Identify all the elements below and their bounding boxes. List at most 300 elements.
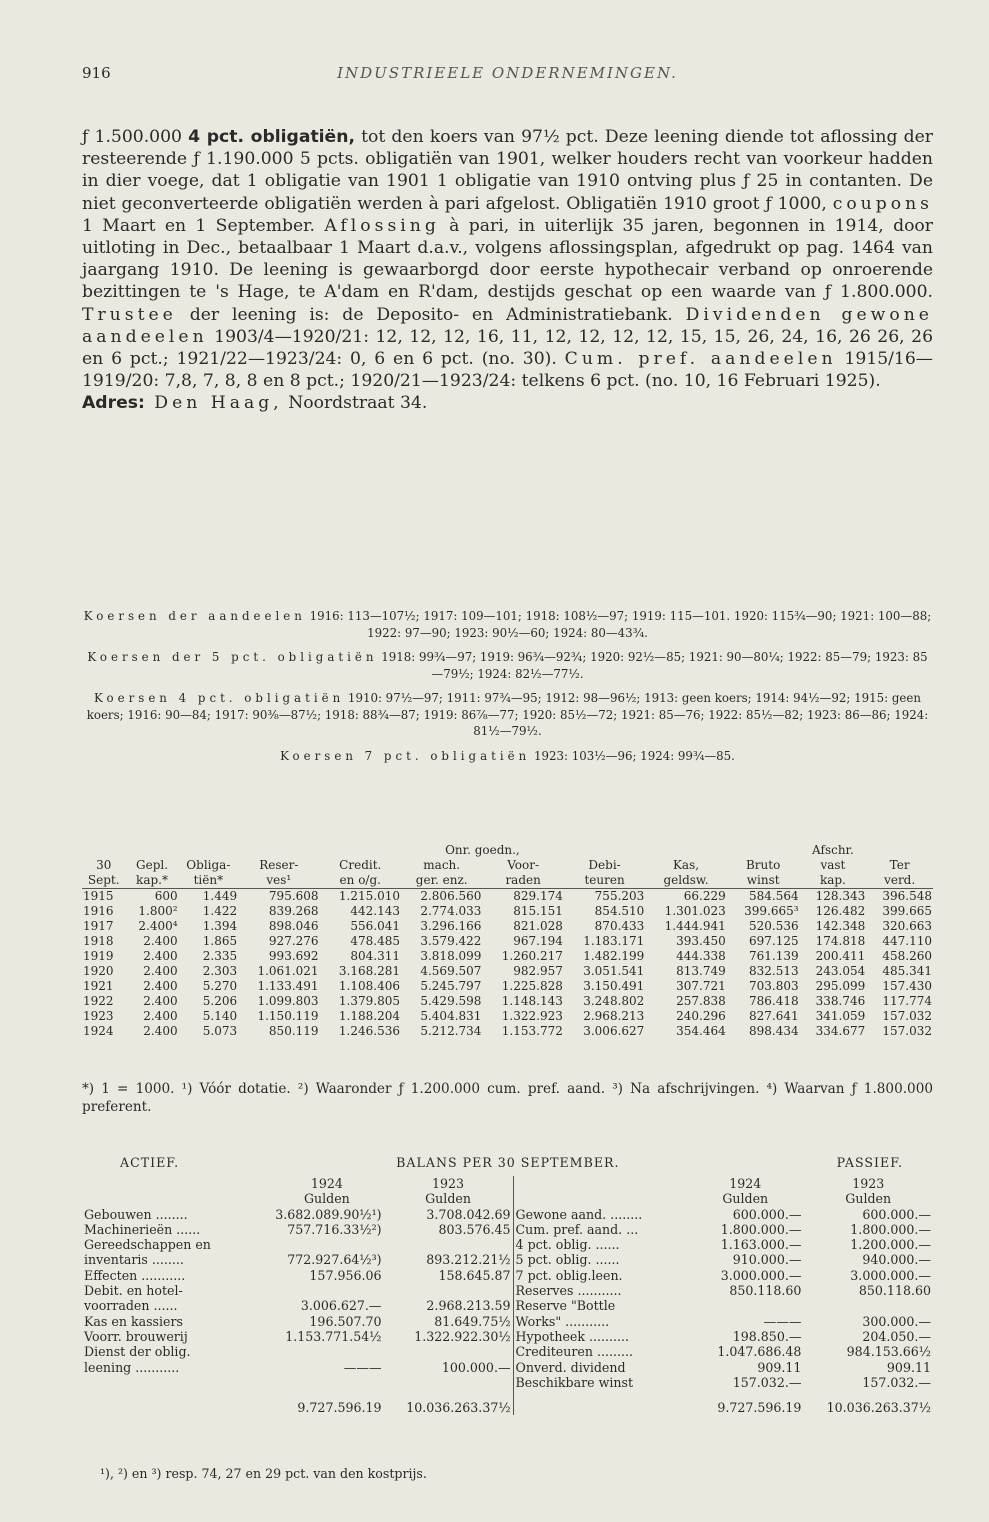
balance-row — [82, 1222, 933, 1237]
balance-value: 1.163.000.— — [720, 1237, 802, 1253]
balance-value: 600.000.— — [732, 1206, 802, 1222]
balance-row — [82, 1360, 933, 1375]
table-cell: 1.108.406 — [338, 979, 400, 993]
balance-label: Gewone aand. ........ — [513, 1207, 687, 1222]
row-year: 1923 — [83, 1009, 114, 1023]
balance-row — [82, 1298, 933, 1313]
balance-value: 157.032.— — [732, 1374, 802, 1390]
balance-value: 1.800.000.— — [850, 1221, 931, 1237]
row-year: 1915 — [83, 889, 114, 903]
balance-value: 600.000.— — [862, 1206, 931, 1222]
unit-header: Gulden — [722, 1191, 769, 1207]
balance-value: 3.708.042.69 — [426, 1206, 511, 1222]
row-year: 1919 — [83, 949, 114, 963]
table-cell: 755.203 — [594, 889, 645, 903]
column-header: Kas, — [672, 858, 700, 872]
table-cell: 1.865 — [202, 934, 238, 948]
balance-spacer — [513, 1390, 687, 1415]
table-row — [82, 889, 933, 905]
table-cell: 1.394 — [202, 919, 238, 933]
table-cell: 2.400 — [143, 994, 178, 1008]
column-header: Ter — [889, 858, 910, 872]
table-notes — [82, 1080, 933, 1116]
text-segment: à pari, in uiterlijk 35 jaren, begonnen in 1914, door uitloting in Dec., betaalbaar 1 Maart d.a.v., volgens aflossingsplan, afgedrukt op pag. 1464 van jaargang 1910. De leening is gewaarborgd door eerste hypothecair verband op onroerende bezittingen te 's Hage, te A'dam en R'dam, destijds geschat op een waarde van ƒ 1.800.000. — [82, 215, 934, 303]
column-header: vast — [820, 858, 846, 872]
balance-label: Cum. pref. aand. ... — [513, 1222, 687, 1237]
balance-row — [82, 1314, 933, 1329]
price-quotes — [82, 608, 933, 772]
table-cell: 967.194 — [513, 934, 563, 948]
column-header: Bruto — [745, 858, 781, 872]
table-row — [82, 979, 933, 994]
quote-label: Koersen der aandeelen — [83, 609, 306, 623]
actief-title: ACTIEF. — [120, 1155, 180, 1170]
passief-title: PASSIEF. — [836, 1155, 903, 1170]
table-cell: 1.099.803 — [257, 994, 319, 1008]
text-segment: der leening is: de Deposito- en Administratiebank. — [176, 304, 686, 325]
balance-value — [270, 1375, 383, 1390]
table-cell: 1.379.805 — [338, 994, 400, 1008]
table-cell: 478.485 — [350, 934, 400, 948]
balance-value: 157.956.06 — [309, 1267, 382, 1283]
balance-label: 4 pct. oblig. ...... — [513, 1237, 687, 1252]
table-cell: 1.482.199 — [583, 949, 645, 963]
table-cell: 5.212.734 — [420, 1024, 482, 1038]
balance-value: 984.153.66½ — [846, 1344, 931, 1360]
company-description — [82, 126, 933, 415]
table-cell: 2.400 — [143, 934, 178, 948]
address-city: Den Haag, — [144, 393, 283, 414]
balance-value — [687, 1298, 803, 1313]
table-cell: 697.125 — [748, 934, 799, 948]
balance-label: Onverd. dividend — [513, 1360, 687, 1375]
table-cell: 240.296 — [676, 1009, 726, 1023]
table-cell: 2.968.213 — [583, 1009, 645, 1023]
table-cell: 128.343 — [815, 889, 866, 903]
balance-label: Machinerieën ...... — [84, 1221, 201, 1237]
row-year: 1922 — [83, 994, 114, 1008]
table-cell: 157.430 — [882, 979, 932, 993]
balance-row — [82, 1237, 933, 1252]
row-year: 1918 — [83, 934, 114, 948]
table-header-row — [82, 858, 933, 873]
spaced-term-dividenden: Dividenden gewone aandeelen — [82, 304, 933, 347]
address-label: Adres: — [82, 393, 145, 414]
table-cell: 821.028 — [513, 919, 563, 933]
table-cell: 839.268 — [268, 904, 319, 918]
table-cell: 5.206 — [202, 994, 238, 1008]
spaced-term-coupons: coupons — [832, 193, 933, 214]
balance-value: ——— — [343, 1359, 382, 1375]
balance-value: 2.968.213.59 — [426, 1298, 511, 1314]
table-cell: 117.774 — [882, 994, 932, 1008]
table-cell: 1.449 — [202, 889, 238, 903]
table-cell: 832.513 — [748, 964, 799, 978]
balance-label: Reserves ........... — [513, 1283, 687, 1298]
balance-label — [82, 1375, 270, 1390]
balance-row — [82, 1329, 933, 1344]
table-cell: 341.059 — [815, 1009, 866, 1023]
table-row — [82, 1024, 933, 1039]
table-cell: 2.303 — [202, 964, 238, 978]
row-year: 1916 — [83, 904, 114, 918]
table-cell: 2.335 — [202, 949, 238, 963]
text-segment: tot den koers van 97½ pct. Deze leening diende tot aflossing der resteerende ƒ 1.190.000 5 pcts. obligatiën van 1901, welker houders recht van voorkeur hadden in dier voege, dat 1 obligatie van 1901 1 obligatie van 1910 ontving plus ƒ 25 in contanten. De niet geconverteerde obligatiën werden à pari afgelost. Obligatiën 1910 groot ƒ 1000, — [82, 127, 933, 214]
balance-value: 100.000.— — [441, 1359, 511, 1375]
table-cell: 320.663 — [882, 919, 932, 933]
balance-label: Gebouwen ........ — [84, 1206, 188, 1222]
table-cell: 1.246.536 — [338, 1024, 400, 1038]
table-cell: 1.444.941 — [664, 919, 726, 933]
balance-label: Hypotheek .......... — [513, 1329, 687, 1344]
balance-value: 803.576.45 — [438, 1221, 511, 1237]
balance-total: 9.727.596.19 — [717, 1400, 802, 1416]
balance-label: Crediteuren ......... — [513, 1344, 687, 1359]
balance-label: voorraden ...... — [84, 1298, 178, 1314]
table-cell: 1.422 — [202, 904, 238, 918]
table-cell: 3.006.627 — [583, 1024, 645, 1038]
table-cell: 4.569.507 — [420, 964, 482, 978]
balance-value: ——— — [763, 1313, 802, 1329]
footnote: ¹), ²) en ³) resp. 74, 27 en 29 pct. van den kostprijs. — [100, 1466, 427, 1481]
table-cell: 761.139 — [748, 949, 799, 963]
unit-header: Gulden — [303, 1191, 350, 1207]
balance-label: Voorr. brouwerij — [84, 1328, 188, 1344]
balance-total: 10.036.263.37½ — [406, 1400, 511, 1416]
table-row — [82, 994, 933, 1009]
table-cell: 982.957 — [513, 964, 563, 978]
year-header: 1923 — [432, 1176, 465, 1191]
table-row — [82, 964, 933, 979]
description-paragraph — [82, 126, 933, 392]
balance-value: 157.032.— — [862, 1374, 931, 1390]
year-header: 1924 — [310, 1176, 343, 1191]
column-header: verd. — [884, 873, 916, 887]
table-cell: 1.301.023 — [664, 904, 726, 918]
balance-value — [270, 1237, 383, 1252]
balance-label: Effecten ........... — [84, 1267, 186, 1283]
balance-value: 3.006.627.— — [300, 1298, 382, 1314]
quote-values: 1916: 113—107½; 1917: 109—101; 1918: 108½—97; 1919: 115—101. 1920: 115¾—90; 1921: 100—88; 1922: 97—90; 1923: 90½—60; 1924: 80—43¾. — [305, 609, 932, 640]
balance-label: Reserve "Bottle — [513, 1298, 687, 1313]
balance-value: 850.118.60 — [729, 1283, 802, 1299]
table-cell: 5.404.831 — [420, 1009, 482, 1023]
balance-title: BALANS PER 30 SEPTEMBER. — [396, 1155, 620, 1170]
balance-value: 204.050.— — [862, 1328, 931, 1344]
table-cell: 898.434 — [748, 1024, 799, 1038]
table-cell: 786.418 — [748, 994, 799, 1008]
table-cell: 2.400 — [143, 1024, 178, 1038]
note-thousand: *) 1 = 1000. — [82, 1081, 175, 1097]
balance-label: Gereedschappen en — [84, 1237, 211, 1253]
table-cell: 2.400 — [143, 979, 178, 993]
column-header: ves¹ — [266, 873, 292, 887]
table-cell: 2.400⁴ — [138, 919, 178, 933]
table-cell: 795.608 — [268, 889, 319, 903]
table-cell: 813.749 — [676, 964, 726, 978]
table-cell: 442.143 — [350, 904, 400, 918]
table-cell: 3.579.422 — [420, 934, 482, 948]
table-cell: 898.046 — [268, 919, 319, 933]
balance-label: 5 pct. oblig. ...... — [513, 1252, 687, 1267]
year-header: 1923 — [852, 1176, 885, 1191]
column-header: ger. enz. — [415, 873, 468, 887]
balance-total: 9.727.596.19 — [297, 1400, 382, 1416]
balance-row — [82, 1268, 933, 1283]
balance-year-row — [82, 1176, 933, 1191]
column-header: Obliga- — [186, 858, 231, 872]
page-header — [82, 64, 933, 82]
table-cell: 829.174 — [513, 889, 563, 903]
balance-value: 3.000.000.— — [850, 1267, 931, 1283]
table-cell: 3.818.099 — [420, 949, 482, 963]
address-line — [82, 392, 933, 414]
balance-value: 1.047.686.48 — [717, 1344, 802, 1360]
quote-values: 1910: 97½—97; 1911: 97¾—95; 1912: 98—96½; 1913: geen koers; 1914: 94½—92; 1915: geen koers; 1916: 90—84; 1917: 90⅜—87½; 1918: 88¾—87; 1919: 86⅞—77; 1920: 85½—72; 1921: 85—76; 1922: 85½—82; 1923: 86—86; 1924: 81½—79½. — [86, 691, 929, 738]
table-cell: 485.341 — [882, 964, 932, 978]
table-cell: 556.041 — [350, 919, 400, 933]
table-cell: 399.665 — [882, 904, 932, 918]
balance-value — [803, 1298, 933, 1313]
balance-value: 893.212.21½ — [426, 1252, 511, 1268]
address-street: Noordstraat 34. — [282, 393, 428, 414]
balance-value: 757.716.33½²) — [287, 1221, 382, 1237]
quote-values: 1923: 103½—96; 1924: 99¾—85. — [530, 748, 735, 763]
column-header: Debi- — [588, 858, 621, 872]
table-cell: 458.260 — [882, 949, 932, 963]
balance-sheet — [82, 1155, 933, 1415]
quote-paragraph — [82, 649, 933, 682]
balance-value — [384, 1237, 514, 1252]
balance-label: Dienst der oblig. — [84, 1344, 191, 1360]
table-cell: 157.032 — [882, 1024, 932, 1038]
row-year: 1924 — [83, 1024, 114, 1038]
balance-value — [270, 1344, 383, 1359]
table-header-row — [82, 873, 933, 889]
table-cell: 142.348 — [815, 919, 866, 933]
balance-value: 158.645.87 — [438, 1267, 511, 1283]
column-header: raden — [505, 873, 541, 887]
balance-spacer — [82, 1390, 270, 1415]
column-header: geldsw. — [663, 873, 709, 887]
table-cell: 520.536 — [748, 919, 799, 933]
balance-label: inventaris ........ — [84, 1252, 184, 1268]
page-number: 916 — [82, 64, 111, 82]
quote-label: Koersen 4 pct. obligatiën — [94, 691, 345, 705]
table-cell: 3.150.491 — [583, 979, 645, 993]
table-cell: 5.245.797 — [420, 979, 482, 993]
unit-header: Gulden — [425, 1191, 471, 1207]
table-cell: 804.311 — [350, 949, 400, 963]
bond-heading: 4 pct. obligatiën, — [188, 127, 355, 147]
balance-value: 81.649.75½ — [434, 1313, 511, 1329]
balance-value: 909.11 — [757, 1359, 802, 1375]
row-year: 1920 — [83, 964, 114, 978]
loan-amount: ƒ 1.500.000 — [82, 127, 189, 147]
year-header: 1924 — [729, 1176, 762, 1191]
table-cell: 66.229 — [683, 889, 726, 903]
balance-value: 198.850.— — [732, 1328, 802, 1344]
table-cell: 703.803 — [748, 979, 799, 993]
balance-table — [82, 1176, 933, 1415]
table-cell: 1.148.143 — [501, 994, 563, 1008]
table-cell: 1.225.828 — [501, 979, 563, 993]
column-header: Sept. — [87, 873, 120, 887]
balance-unit-row — [82, 1191, 933, 1206]
row-year: 1917 — [83, 919, 114, 933]
balance-value: 940.000.— — [862, 1252, 931, 1268]
balance-value: 909.11 — [886, 1359, 931, 1375]
table-cell: 2.774.033 — [420, 904, 482, 918]
column-header: tiën* — [193, 873, 224, 887]
balance-table-body — [82, 1176, 933, 1415]
table-cell: 1.260.217 — [501, 949, 563, 963]
table-cell: 174.818 — [815, 934, 866, 948]
quote-paragraph — [82, 748, 933, 765]
balance-row — [82, 1344, 933, 1359]
table-cell: 393.450 — [676, 934, 726, 948]
balance-row — [82, 1375, 933, 1390]
table-cell: 5.270 — [202, 979, 238, 993]
table-cell: 399.665³ — [744, 904, 799, 918]
column-header: kap.* — [136, 873, 168, 887]
quote-label: Koersen 7 pct. obligatiën — [280, 748, 531, 763]
table-cell: 927.276 — [268, 934, 319, 948]
unit-header: Gulden — [845, 1191, 892, 1207]
running-title: INDUSTRIEELE ONDERNEMINGEN. — [337, 64, 678, 82]
column-header: Credit. — [339, 858, 382, 872]
balance-value: 300.000.— — [862, 1313, 931, 1329]
table-cell: 1.183.171 — [583, 934, 645, 948]
table-cell: 5.073 — [202, 1024, 238, 1038]
balance-value: 772.927.64½³) — [287, 1252, 382, 1268]
column-header: winst — [746, 873, 780, 887]
balance-value — [270, 1283, 383, 1298]
table-cell: 126.482 — [815, 904, 866, 918]
column-header: 30 — [96, 858, 112, 872]
column-header: kap. — [819, 873, 846, 887]
text-segment: 1903/4—1920/21: 12, 12, 12, 16, 11, 12, 12, 12, 12, 15, 15, 26, 24, 16, 26 26, 26 en 6 pct.; 1921/22—1923/24: 0, 6 en 6 pct. (no. 30). — [82, 326, 933, 370]
balance-value — [384, 1344, 514, 1359]
table-cell: 1.800² — [138, 904, 178, 918]
table-cell: 854.510 — [594, 904, 645, 918]
balance-label: leening ........... — [84, 1359, 180, 1375]
balance-value: 3.682.089.90½¹) — [275, 1206, 382, 1222]
row-year: 1921 — [83, 979, 114, 993]
table-cell: 1.153.772 — [501, 1024, 563, 1038]
balance-row — [82, 1252, 933, 1267]
table-cell: 3.051.541 — [583, 964, 645, 978]
quote-paragraph — [82, 608, 933, 641]
table-cell: 5.140 — [202, 1009, 238, 1023]
balance-total-row — [82, 1390, 933, 1415]
balance-value: 1.800.000.— — [720, 1221, 802, 1237]
table-cell: 584.564 — [748, 889, 799, 903]
table-cell: 354.464 — [676, 1024, 726, 1038]
balance-value — [384, 1283, 514, 1298]
balance-value: 196.507.70 — [309, 1313, 382, 1329]
table-cell: 3.296.166 — [420, 919, 482, 933]
table-cell: 1.322.923 — [501, 1009, 563, 1023]
balance-value — [384, 1375, 514, 1390]
column-header: Reser- — [259, 858, 299, 872]
balance-label: Beschikbare winst — [513, 1375, 687, 1390]
table-cell: 257.838 — [676, 994, 726, 1008]
spaced-term-aflossing: Aflossing — [324, 215, 440, 236]
balance-row — [82, 1207, 933, 1222]
table-cell: 295.099 — [815, 979, 866, 993]
spaced-term-cum-pref: Cum. pref. aandeelen — [564, 349, 837, 370]
table-cell: 334.677 — [815, 1024, 866, 1038]
header-afschr: Afschr. — [812, 843, 854, 857]
financial-table-body — [82, 889, 933, 1040]
balance-value: 1.200.000.— — [850, 1237, 931, 1253]
column-header: Gepl. — [136, 858, 169, 872]
table-cell: 338.746 — [815, 994, 866, 1008]
table-cell: 307.721 — [676, 979, 726, 993]
balance-value: 1.153.771.54½ — [285, 1328, 382, 1344]
quote-values: 1918: 99¾—97; 1919: 96¾—92¾; 1920: 92½—85; 1921: 90—80¼; 1922: 85—79; 1923: 85—79½; 1924: 82½—77½. — [377, 650, 928, 681]
balance-value: 850.118.60 — [858, 1283, 931, 1299]
table-cell: 850.119 — [268, 1024, 319, 1038]
column-header: en o/g. — [339, 873, 381, 887]
table-cell: 1.133.491 — [257, 979, 319, 993]
table-row — [82, 1009, 933, 1024]
table-cell: 827.641 — [748, 1009, 799, 1023]
table-row — [82, 934, 933, 949]
table-row — [82, 904, 933, 919]
column-header: Voor- — [507, 858, 540, 872]
table-cell: 2.806.560 — [420, 889, 482, 903]
balance-label: Kas en kassiers — [84, 1313, 183, 1329]
table-cell: 993.692 — [268, 949, 319, 963]
quote-paragraph — [82, 690, 933, 740]
table-cell: 5.429.598 — [420, 994, 482, 1008]
table-header-row — [82, 843, 933, 858]
balance-label: 7 pct. oblig.leen. — [513, 1268, 687, 1283]
table-cell: 2.400 — [143, 964, 178, 978]
text-segment: 1915/16—1919/20: 7,8, 7, 8, 8 en 8 pct.; 1920/21—1923/24: telkens 6 pct. (no. 10, 16 Februari 1925). — [82, 349, 933, 392]
note-footnotes: ¹) Vóór dotatie. ²) Waaronder ƒ 1.200.000 cum. pref. aand. ³) Na afschrijvingen. ⁴) Waarvan ƒ 1.800.000 preferent. — [82, 1081, 933, 1115]
balance-label: Works" ........... — [513, 1314, 687, 1329]
column-header: mach. — [423, 858, 461, 872]
table-cell: 200.411 — [815, 949, 866, 963]
column-header: teuren — [584, 873, 625, 887]
table-cell: 1.150.119 — [257, 1009, 319, 1023]
table-cell: 3.168.281 — [338, 964, 400, 978]
table-cell: 1.061.021 — [257, 964, 319, 978]
table-cell: 447.110 — [882, 934, 932, 948]
table-cell: 870.433 — [594, 919, 645, 933]
table-cell: 2.400 — [143, 949, 178, 963]
balance-value: 910.000.— — [732, 1252, 802, 1268]
balance-value: 1.322.922.30½ — [414, 1328, 511, 1344]
balance-total: 10.036.263.37½ — [826, 1400, 931, 1416]
table-cell: 157.032 — [882, 1009, 932, 1023]
financial-table — [82, 843, 933, 1039]
table-cell: 600 — [154, 889, 178, 903]
header-onr-goedn: Onr. goedn., — [445, 843, 520, 857]
table-row — [82, 949, 933, 964]
table-row — [82, 919, 933, 934]
table-cell: 2.400 — [143, 1009, 178, 1023]
table-cell: 243.054 — [815, 964, 866, 978]
table-cell: 1.215.010 — [338, 889, 400, 903]
balance-label: Debit. en hotel- — [84, 1283, 183, 1299]
table-cell: 1.188.204 — [338, 1009, 400, 1023]
table-cell: 396.548 — [882, 889, 932, 903]
table-cell: 815.151 — [513, 904, 563, 918]
